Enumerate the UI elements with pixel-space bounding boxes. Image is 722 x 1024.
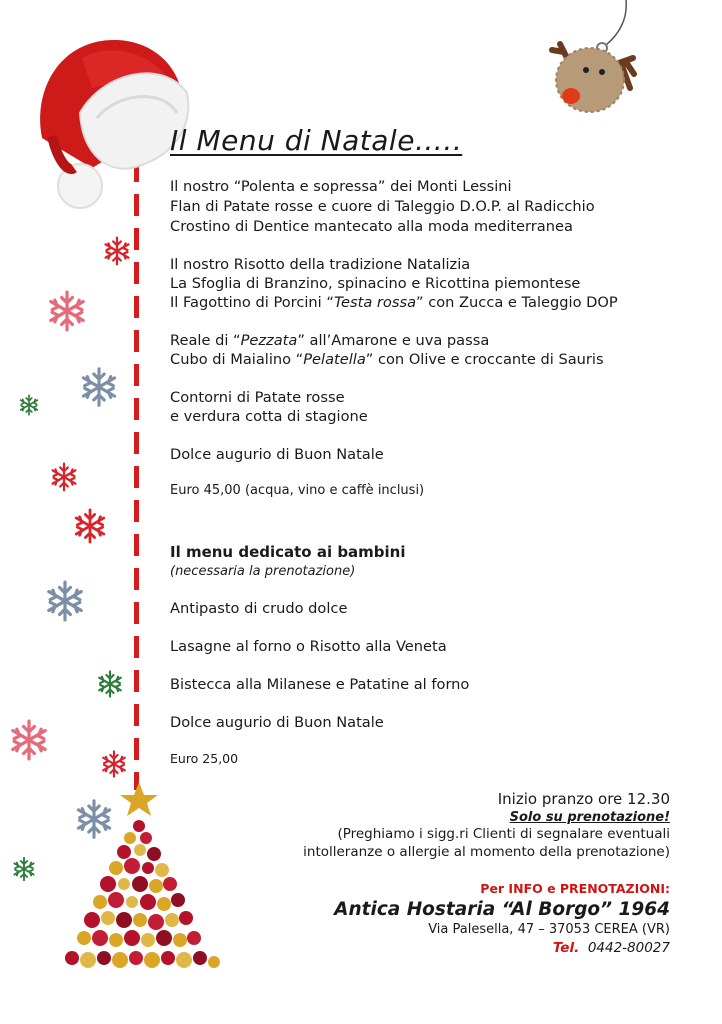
info-label: Per INFO e PRENOTAZIONI:	[480, 881, 670, 896]
kids-menu-note: (necessaria la prenotazione)	[170, 564, 356, 579]
snowflake-icon	[99, 671, 121, 696]
snowflake-icon	[14, 858, 33, 880]
tel-label: Tel.	[552, 940, 580, 956]
snowflake-icon	[53, 464, 76, 491]
kids-menu-item: Lasagne al forno o Risotto alla Veneta	[170, 638, 447, 655]
snowflake-icon	[83, 369, 114, 405]
snowflake-icon	[106, 238, 129, 265]
menu-item: Cubo di Maialino “Pelatella” con Olive e croccante di Sauris	[170, 351, 604, 368]
snowflake-icon	[103, 751, 125, 776]
booking-only: Solo su prenotazione!	[509, 810, 670, 825]
page-title: Il Menu di Natale…..	[170, 124, 463, 157]
address: Via Palesella, 47 – 37053 CEREA (VR)	[428, 922, 670, 937]
kids-menu-title: Il menu dedicato ai bambini	[170, 543, 406, 561]
allergy-note: (Preghiamo i sigg.ri Clienti di segnalare eventuali	[337, 826, 670, 842]
kids-menu-item: Bistecca alla Milanese e Patatine al forno	[170, 676, 470, 693]
menu-item: Il nostro “Polenta e sopressa” dei Monti Lessini	[170, 178, 512, 195]
kids-menu-item: Dolce augurio di Buon Natale	[170, 714, 384, 731]
menu-item: La Sfoglia di Branzino, spinacino e Ricottina piemontese	[170, 275, 581, 292]
menu-price: Euro 45,00 (acqua, vino e caffè inclusi)	[170, 483, 425, 498]
menu-item: e verdura cotta di stagione	[170, 408, 368, 425]
start-time: Inizio pranzo ore 12.30	[497, 790, 670, 808]
snowflake-icon	[49, 582, 81, 620]
snowflake-icon	[76, 510, 104, 542]
menu-item: Dolce augurio di Buon Natale	[170, 446, 384, 463]
phone-number[interactable]: 0442-80027	[587, 940, 670, 956]
restaurant-name: Antica Hostaria “Al Borgo” 1964	[334, 899, 670, 920]
menu-item: Contorni di Patate rosse	[170, 389, 345, 406]
allergy-note: intolleranze o allergie al momento della prenotazione)	[303, 844, 670, 860]
menu-item: Il nostro Risotto della tradizione Natalizia	[170, 256, 471, 273]
star-icon	[120, 782, 158, 816]
snowflake-icon	[51, 292, 83, 330]
snowflake-icon	[21, 395, 38, 415]
menu-item: Reale di “Pezzata” all’Amarone e uva passa	[170, 332, 490, 349]
kids-menu-item: Antipasto di crudo dolce	[170, 600, 348, 617]
menu-item: Crostino di Dentice mantecato alla moda mediterranea	[170, 218, 573, 235]
phone-line	[553, 940, 670, 956]
kids-menu-price: Euro 25,00	[170, 751, 239, 766]
christmas-tree-icon	[44, 780, 234, 980]
snowflake-icon	[13, 721, 45, 759]
menu-item: Flan di Patate rosse e cuore di Taleggio D.O.P. al Radicchio	[170, 198, 595, 215]
menu-item: Il Fagottino di Porcini “Testa rossa” con Zucca e Taleggio DOP	[170, 294, 618, 311]
